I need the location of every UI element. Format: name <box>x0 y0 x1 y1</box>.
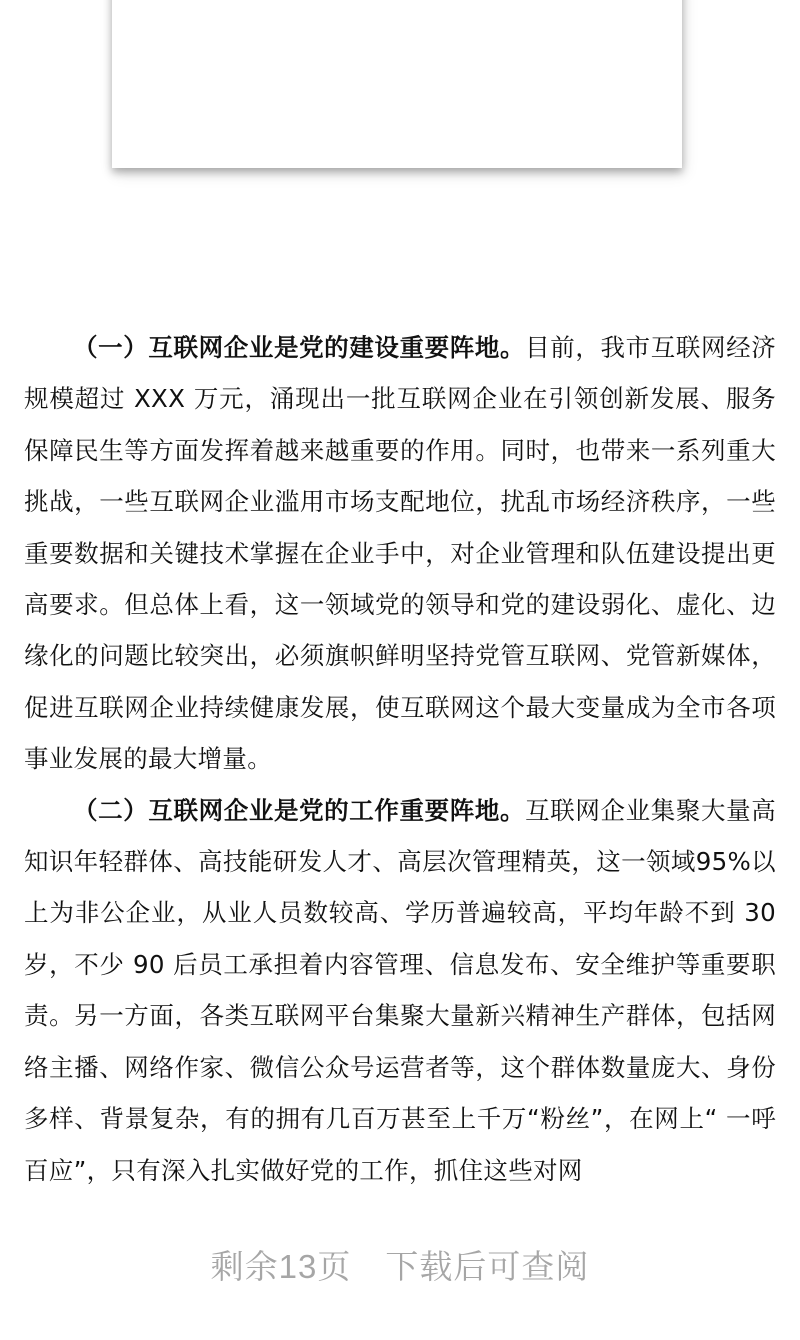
remaining-pages-notice[interactable] <box>0 1241 800 1288</box>
paragraph-1-heading: （一）互联网企业是党的建设重要阵地。 <box>73 333 526 362</box>
paragraph-1 <box>24 322 776 785</box>
paragraph-1-text: 目前，我市互联网经济规模超过 XXX 万元，涌现出一批互联网企业在引领创新发展、服务保障民生等方面发挥着越来越重要的作用。同时，也带来一系列重大挑战，一些互联网企业滥用市场支配地位，扰乱市场经济秩序，一些重要数据和关键技术掌握在企业手中，对企业管理和队伍建设提出更高要求。但总体上看，这一领域党的领导和党的建设弱化、虚化、边缘化的问题比较突出，必须旗帜鲜明坚持党管互联网、党管新媒体，促进互联网企业持续健康发展，使互联网这个最大变量成为全市各项事业发展的最大增量。 <box>24 333 777 774</box>
paragraph-2-heading: （二）互联网企业是党的工作重要阵地。 <box>73 795 526 825</box>
previous-page-card <box>112 0 682 168</box>
document-body <box>24 322 776 1196</box>
download-hint: 下载后可查阅 <box>385 1248 590 1285</box>
paragraph-2 <box>24 785 776 1196</box>
paragraph-2-text: 互联网企业集聚大量高知识年轻群体、高技能研发人才、高层次管理精英，这一领域95%以上为非公企业，从业人员数较高、学历普遍较高，平均年龄不到 30 岁，不少 90 后员工承担着内容管理、信息发布、安全维护等重要职责。另一方面，各类互联网平台集聚大量新兴精神生产群体，包括网络主播、网络作家、微信公众号运营者等，这个群体数量庞大、身份多样、背景复杂，有的拥有几百万甚至上千万“粉丝”，在网上“ 一呼百应”，只有深入扎实做好党的工作，抓住这些对网 <box>24 795 777 1185</box>
remaining-pages-count: 剩余13页 <box>210 1248 352 1285</box>
